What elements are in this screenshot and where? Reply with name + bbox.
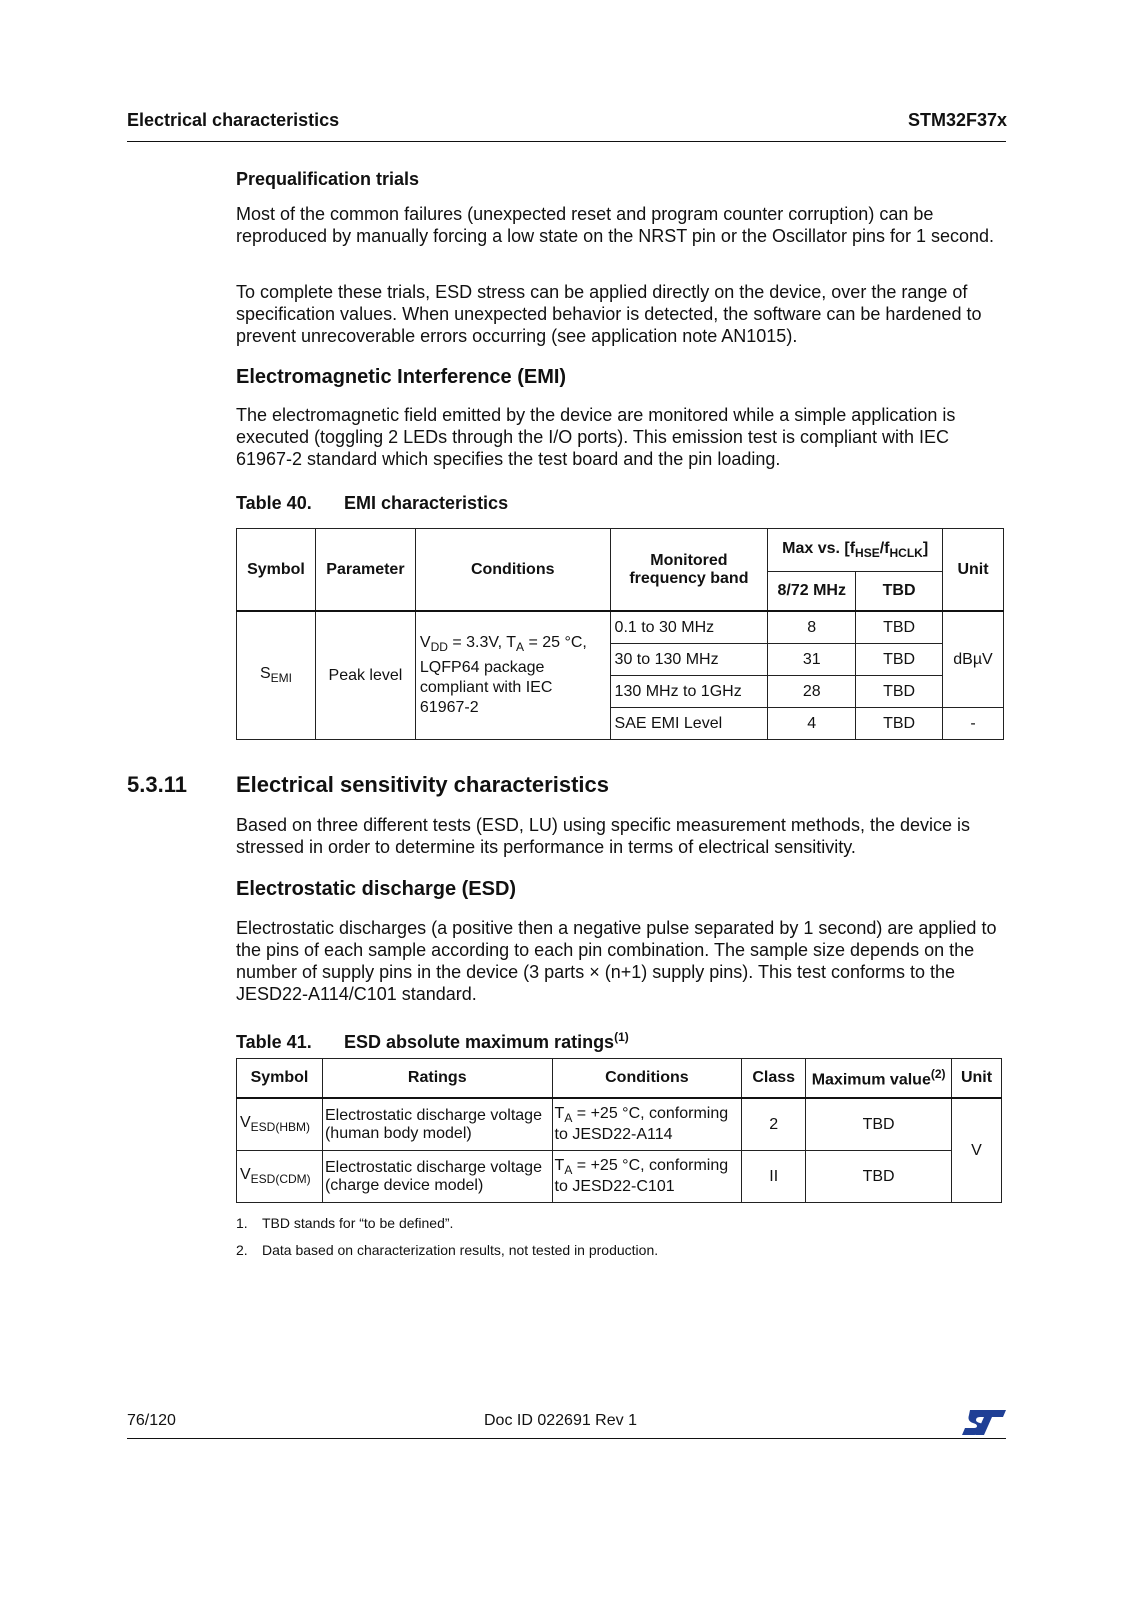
prequalification-paragraph-2: To complete these trials, ESD stress can be applied directly on the device, over the range of specification values. When unexpected behavior is detected, the software can be hardened to prevent unrecoverable errors occurring (see application note AN1015). — [236, 282, 982, 346]
value-8-72mhz-cell: 31 — [768, 644, 856, 676]
cond-t: T — [554, 1105, 565, 1123]
esd-paragraph: Electrostatic discharges (a positive then a negative pulse separated by 1 second) are applied to the pins of each sample according to each pin combination. The sample size depends on the number of supply pins in the device (3 parts × (n+1) supply pins). This test conforms to the JESD22-A114/C101 standard. — [236, 918, 997, 1004]
prequalification-heading: Prequalification trials — [236, 169, 420, 189]
value-8-72mhz-cell: 4 — [768, 708, 856, 740]
col-header-unit: Unit — [952, 1059, 1002, 1099]
symbol-cell — [237, 1098, 323, 1151]
col-header-symbol: Symbol — [237, 1059, 323, 1099]
footnote-number: 2. — [236, 1242, 248, 1258]
cond-a: A — [515, 640, 524, 655]
footnote-2 — [236, 1242, 658, 1258]
table-header-row — [237, 529, 1004, 572]
col-header-parameter: Parameter — [315, 529, 415, 612]
col-header-monitored-band: Monitored frequency band — [610, 529, 768, 612]
cond-line2: LQFP64 package compliant with IEC 61967-2 — [419, 658, 553, 716]
esd-ratings-table — [236, 1058, 1002, 1203]
table-41-number: Table 41. — [236, 1032, 312, 1052]
max-mid: /f — [879, 539, 890, 557]
rating-cell: Electrostatic discharge voltage (human body model) — [322, 1098, 552, 1151]
conditions-cell — [552, 1098, 742, 1151]
symbol-sub: ESD(HBM) — [250, 1120, 311, 1135]
table-row — [237, 1098, 1002, 1151]
cond-rest: = +25 °C, conforming to JESD22-A114 — [554, 1105, 729, 1143]
cond-rest: = 25 °C, — [524, 634, 587, 652]
symbol-cell — [237, 1151, 323, 1203]
st-logo-icon — [960, 1408, 1008, 1436]
value-tbd-cell: TBD — [856, 644, 943, 676]
col-header-conditions: Conditions — [415, 529, 610, 612]
cond-v: V — [419, 634, 431, 652]
value-8-72mhz-cell: 8 — [768, 611, 856, 644]
prequalification-paragraph-1: Most of the common failures (unexpected reset and program counter corruption) can be reproduced by manually forcing a low state on the NRST pin or the Oscillator pins for 1 second. — [236, 204, 995, 246]
section-paragraph: Based on three different tests (ESD, LU) using specific measurement methods, the device is stressed in order to determine its performance in terms of electrical sensitivity. — [236, 815, 971, 857]
cond-dd: DD — [430, 640, 448, 655]
table-40-title: EMI characteristics — [344, 493, 509, 513]
col-header-maximum-value — [806, 1059, 952, 1099]
cond-t: T — [554, 1157, 565, 1175]
conditions-cell — [415, 611, 610, 740]
band-cell: 130 MHz to 1GHz — [610, 676, 768, 708]
footnote-text: TBD stands for “to be defined”. — [262, 1215, 454, 1231]
footnote-text: Data based on characterization results, not tested in production. — [262, 1242, 659, 1258]
symbol-sub: EMI — [270, 671, 292, 686]
value-tbd-cell: TBD — [856, 611, 943, 644]
max-value-cell: TBD — [806, 1098, 952, 1151]
header-divider — [127, 141, 1006, 142]
rating-cell: Electrostatic discharge voltage (charge device model) — [322, 1151, 552, 1203]
max-prefix: Max vs. [f — [782, 539, 856, 557]
max-sub-hse: HSE — [855, 546, 880, 561]
footer-divider — [127, 1438, 1006, 1439]
value-tbd-cell: TBD — [856, 708, 943, 740]
col-header-unit: Unit — [943, 529, 1004, 612]
cond-eq: = 3.3V, T — [447, 634, 516, 652]
cond-rest: = +25 °C, conforming to JESD22-C101 — [554, 1157, 729, 1195]
symbol-main: S — [259, 665, 271, 683]
class-cell: 2 — [742, 1098, 806, 1151]
esd-heading: Electrostatic discharge (ESD) — [236, 878, 517, 900]
table-row — [237, 611, 1004, 644]
symbol-cell — [237, 611, 316, 740]
symbol-sub: ESD(CDM) — [250, 1172, 311, 1187]
band-cell: SAE EMI Level — [610, 708, 768, 740]
table-41-title-footnote: (1) — [614, 1030, 629, 1044]
conditions-cell — [552, 1151, 742, 1203]
max-sub-hclk: HCLK — [889, 546, 923, 561]
value-tbd-cell: TBD — [856, 676, 943, 708]
table-41-title: ESD absolute maximum ratings — [344, 1032, 615, 1052]
max-value-footnote: (2) — [930, 1066, 946, 1081]
unit-cell: V — [952, 1098, 1002, 1203]
max-suffix: ] — [922, 539, 929, 557]
footnote-1 — [236, 1215, 453, 1231]
table-row — [237, 1151, 1002, 1203]
col-header-8-72mhz: 8/72 MHz — [768, 572, 856, 612]
col-header-symbol: Symbol — [237, 529, 316, 612]
value-8-72mhz-cell: 28 — [768, 676, 856, 708]
parameter-cell: Peak level — [315, 611, 415, 740]
symbol-main: V — [240, 1114, 251, 1132]
max-value-cell: TBD — [806, 1151, 952, 1203]
col-header-class: Class — [742, 1059, 806, 1099]
page-number: 76/120 — [127, 1412, 176, 1429]
running-header-left: Electrical characteristics — [127, 110, 340, 130]
band-cell: 30 to 130 MHz — [610, 644, 768, 676]
document-id: Doc ID 022691 Rev 1 — [484, 1412, 637, 1429]
table-41-caption — [236, 1030, 629, 1053]
symbol-main: V — [240, 1166, 251, 1184]
emi-heading: Electromagnetic Interference (EMI) — [236, 366, 567, 388]
col-header-conditions: Conditions — [552, 1059, 742, 1099]
emi-paragraph: The electromagnetic field emitted by the device are monitored while a simple application is executed (toggling 2 LEDs through the I/O ports). This emission test is compliant with IEC 61967-2 standard which specifies the test board and the pin loading. — [236, 405, 956, 469]
max-value-label: Maximum value — [811, 1071, 931, 1089]
col-header-max-vs — [768, 529, 943, 572]
unit-cell: dBµV — [943, 611, 1004, 708]
table-40-number: Table 40. — [236, 493, 312, 513]
section-title: Electrical sensitivity characteristics — [236, 772, 609, 797]
cond-a: A — [564, 1163, 573, 1178]
col-header-ratings: Ratings — [322, 1059, 552, 1099]
col-header-tbd: TBD — [856, 572, 943, 612]
cond-a: A — [564, 1111, 573, 1126]
unit-cell: - — [943, 708, 1004, 740]
section-number: 5.3.11 — [127, 772, 187, 797]
table-header-row — [237, 1059, 1002, 1099]
emi-characteristics-table — [236, 528, 1004, 740]
table-40-caption — [236, 493, 508, 514]
band-cell: 0.1 to 30 MHz — [610, 611, 768, 644]
running-header-right: STM32F37x — [907, 110, 1007, 130]
class-cell: II — [742, 1151, 806, 1203]
footnote-number: 1. — [236, 1215, 248, 1231]
